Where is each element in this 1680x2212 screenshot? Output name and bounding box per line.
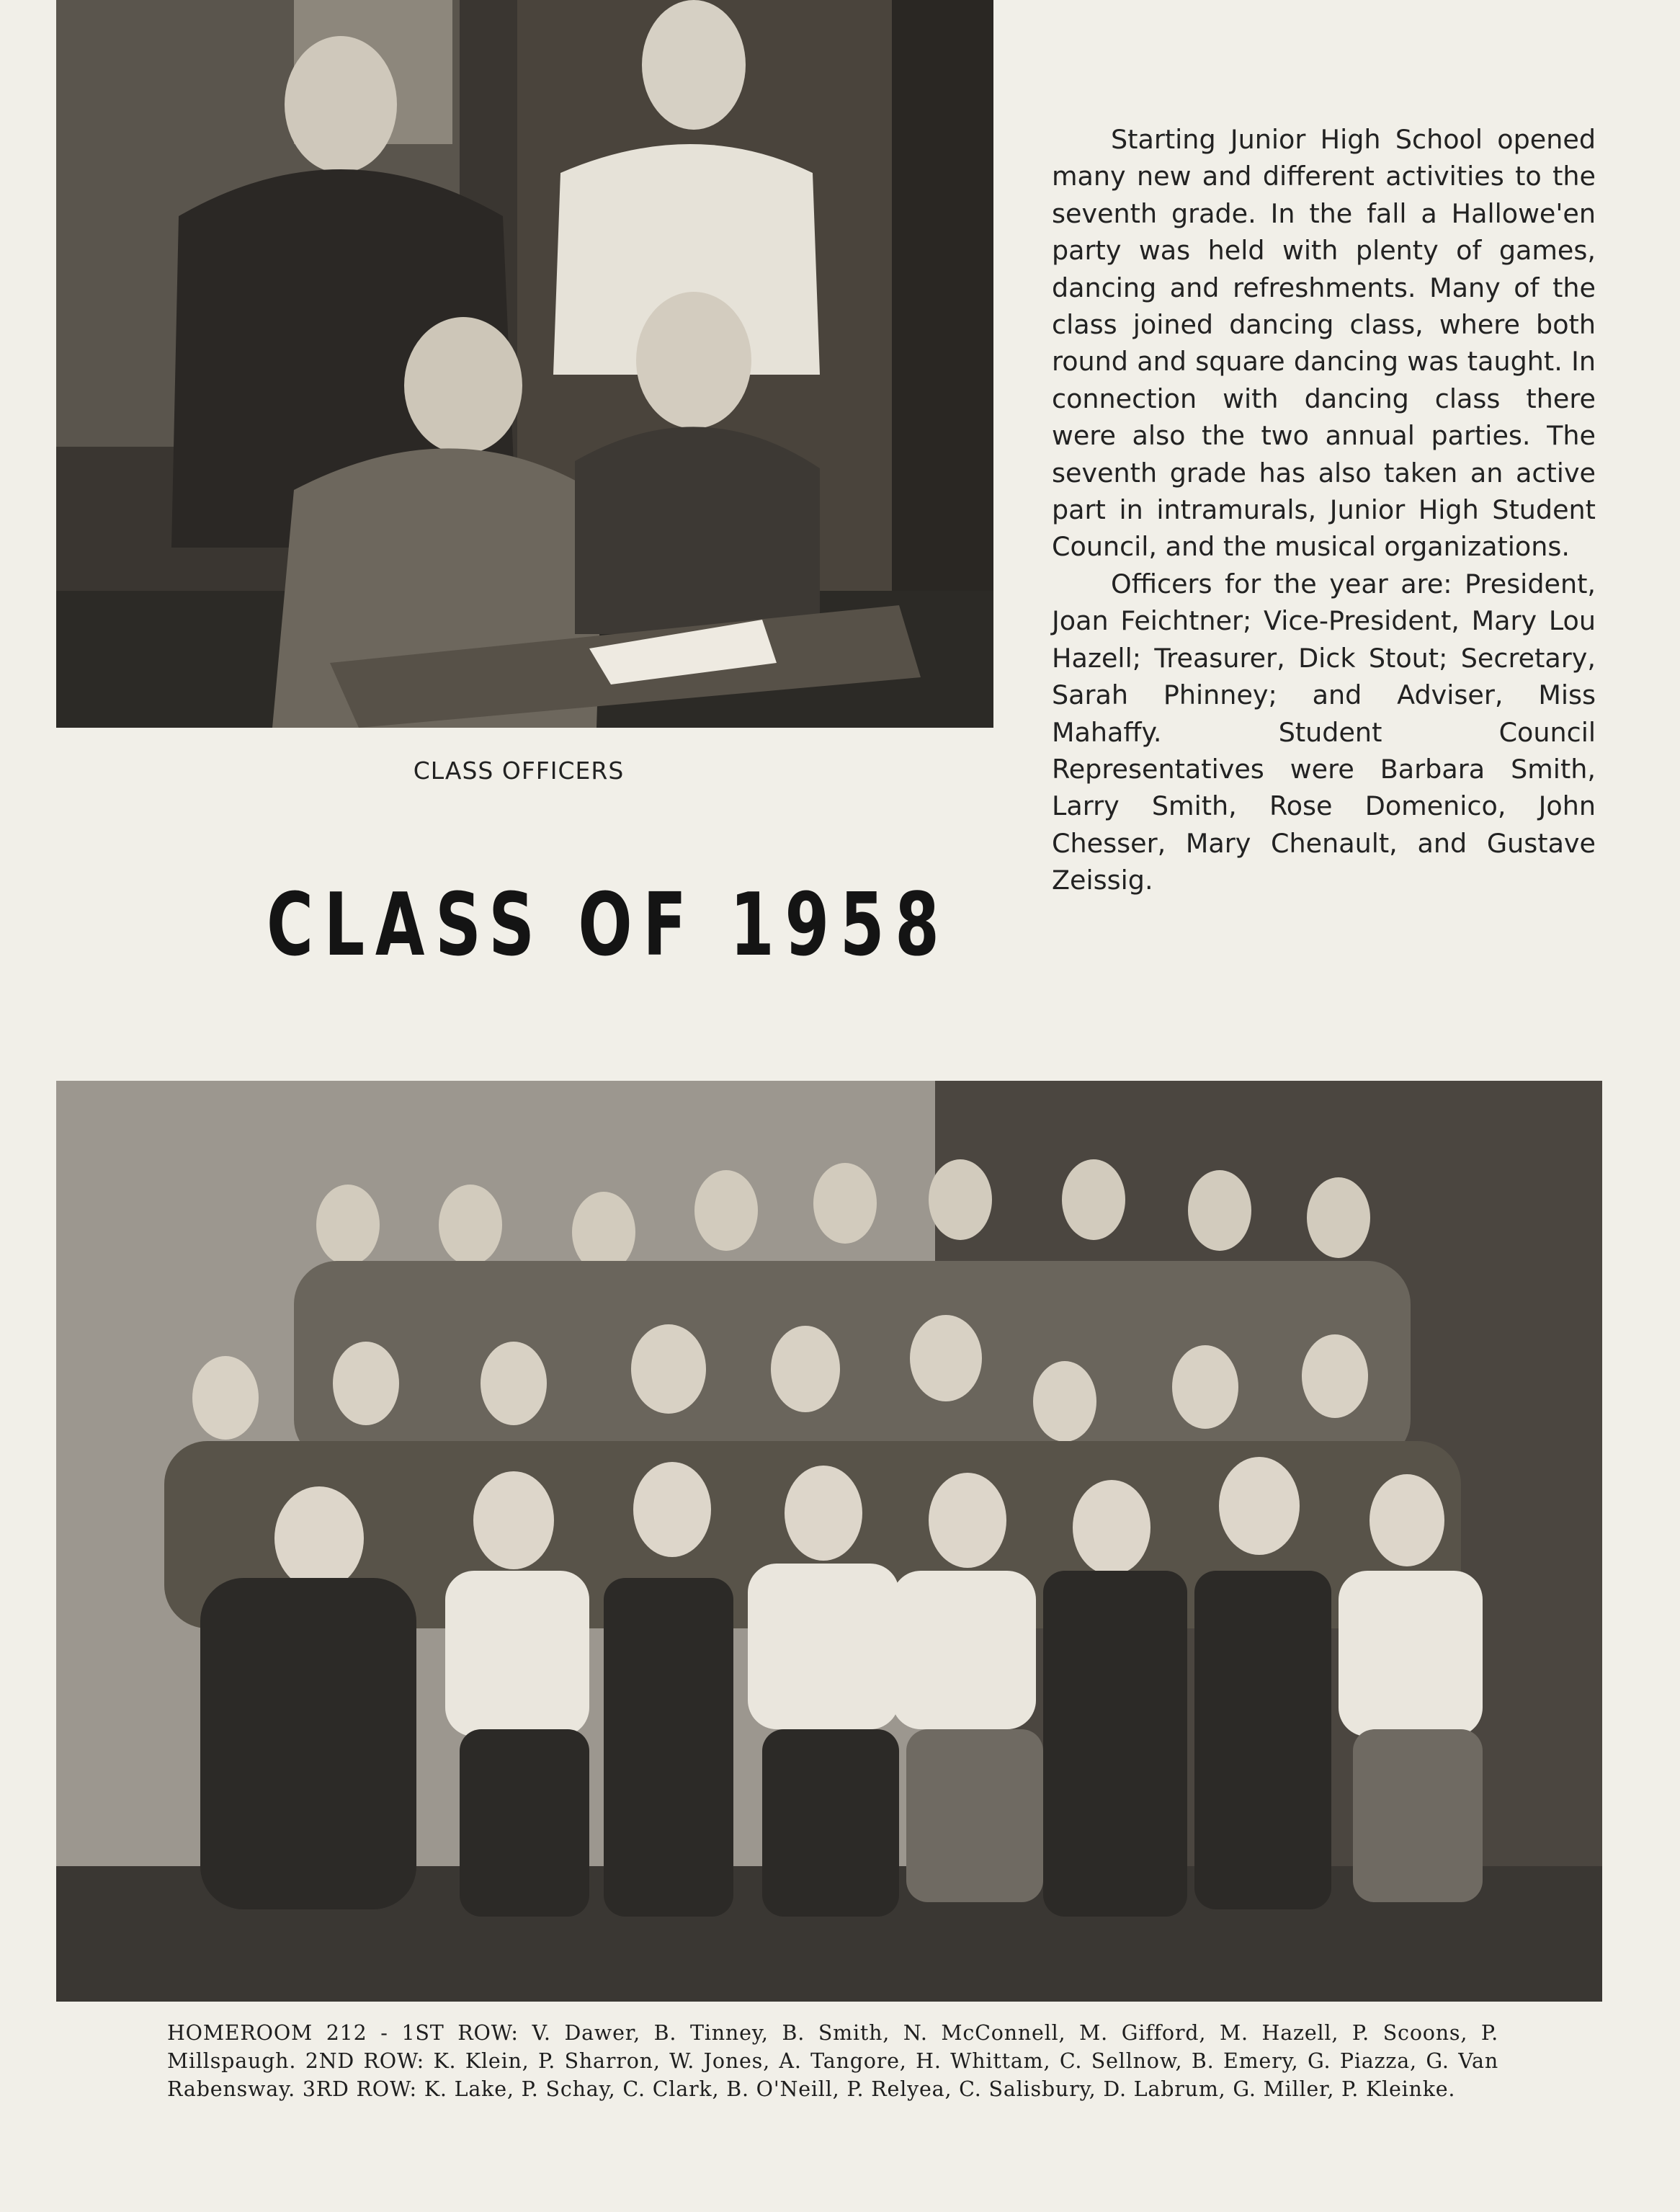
intro-paragraph-2: Officers for the year are: President, Joan Feichtner; Vice-President, Mary Lou Hazell; Treasurer, Dick Stout; Secretary, Sarah Phinney; and Adviser, Miss Mahaffy. Student Council Representatives were Barbara Smith, Larry Smith, Rose Domenico, John Chesser, Mary Chenault, and Gustave Zeissig. — [1052, 568, 1596, 896]
intro-paragraph-1: Starting Junior High School opened many new and different activities to the seventh grade. In the fall a Hallowe'en party was held with plenty of games, dancing and refreshments. Many of the class joined dancing class, where both round and square dancing was taught. In connection with dancing class there were also the two annual parties. The seventh grade has also taken an active part in intramurals, Junior High Student Council, and the musical organizations. — [1052, 124, 1596, 563]
class-officers-photo — [56, 0, 993, 728]
intro-text — [1052, 121, 1596, 899]
homeroom-caption: HOMEROOM 212 - 1ST ROW: V. Dawer, B. Tinney, B. Smith, N. McConnell, M. Gifford, M. Hazell, P. Scoons, P. Millspaugh. 2ND ROW: K. Klein, P. Sharron, W. Jones, A. Tangore, H. Whittam, C. Sellnow, B. Emery, G. Piazza, G. Van Rabensway. 3RD ROW: K. Lake, P. Schay, C. Clark, B. O'Neill, P. Relyea, C. Salisbury, D. Labrum, G. Miller, P. Kleinke. — [167, 2021, 1498, 2101]
homeroom-group-photo-illustration — [56, 1081, 1602, 2002]
class-officers-photo-illustration — [56, 0, 993, 728]
homeroom-group-photo — [56, 1081, 1602, 2002]
class-title: CLASS OF 1958 — [267, 875, 950, 976]
class-officers-caption: CLASS OFFICERS — [413, 757, 625, 785]
